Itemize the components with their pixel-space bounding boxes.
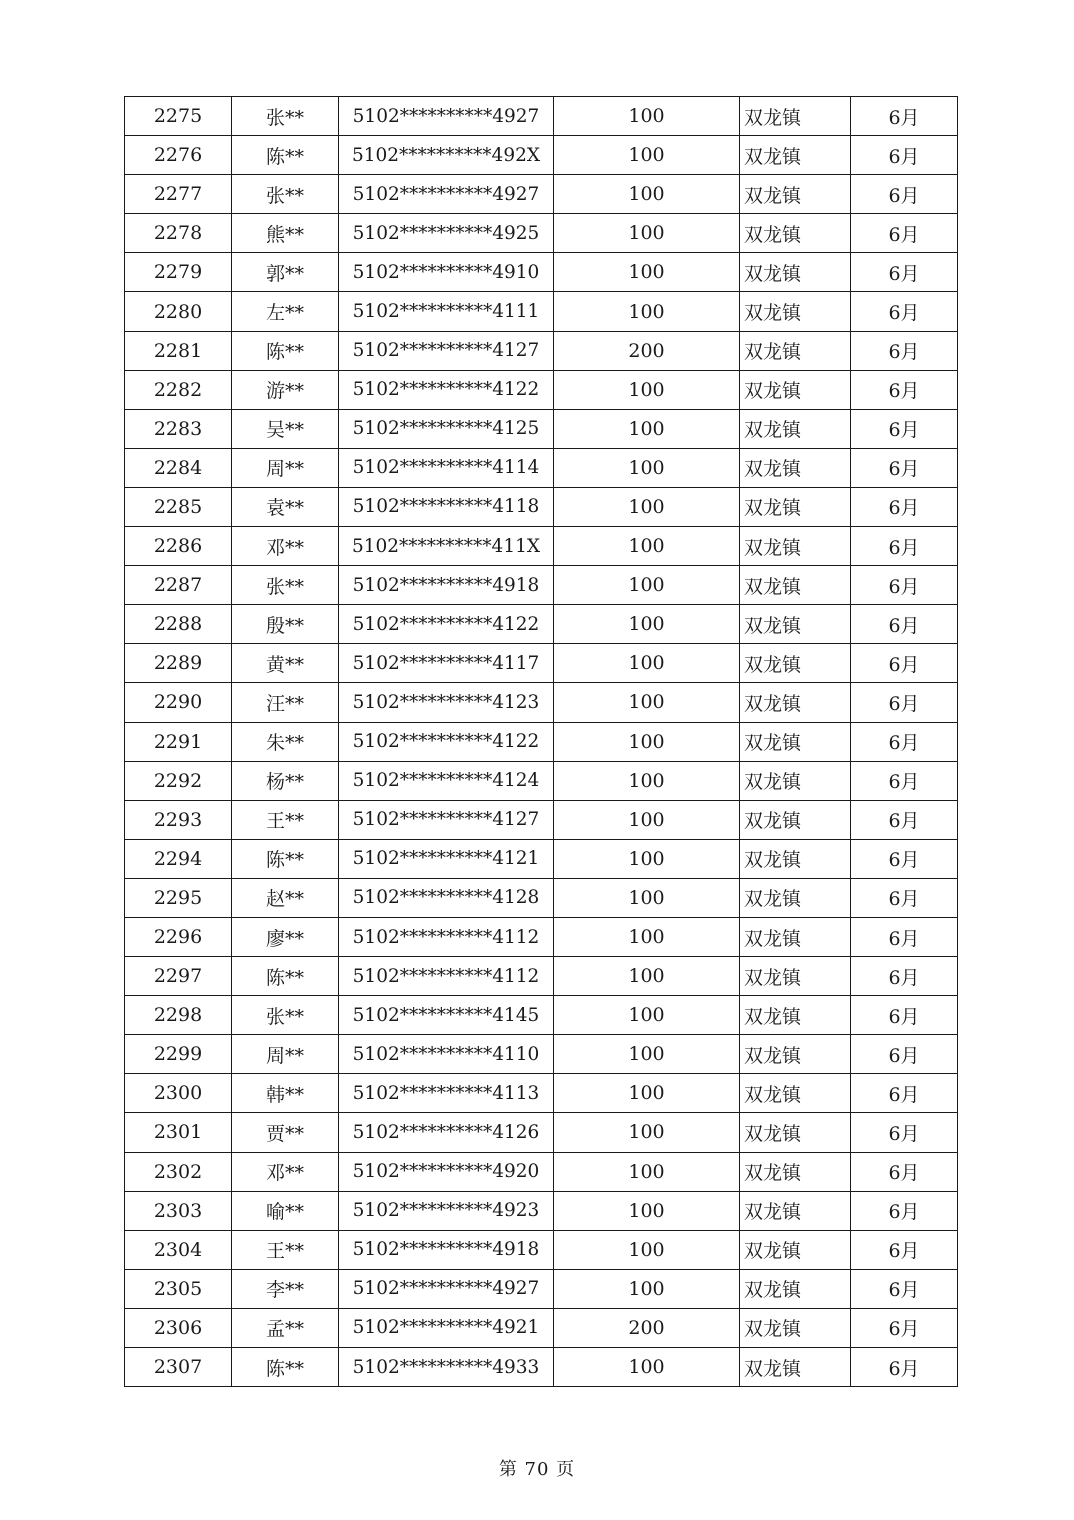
amount-cell: 100: [554, 253, 740, 292]
table-row: [125, 175, 958, 214]
month-cell: 6月: [851, 1113, 958, 1152]
serial-number-cell: 2285: [125, 487, 232, 526]
name-cell: 陈**: [232, 136, 339, 175]
table-row: [125, 1308, 958, 1347]
amount-cell: 100: [554, 487, 740, 526]
id-number-cell: 5102**********4124: [339, 761, 554, 800]
id-number-cell: 5102**********4112: [339, 917, 554, 956]
name-cell: 陈**: [232, 331, 339, 370]
name-cell: 吴**: [232, 409, 339, 448]
amount-cell: 100: [554, 605, 740, 644]
amount-cell: 100: [554, 996, 740, 1035]
town-cell: 双龙镇: [740, 1152, 851, 1191]
name-cell: 王**: [232, 800, 339, 839]
month-cell: 6月: [851, 839, 958, 878]
amount-cell: 100: [554, 409, 740, 448]
name-cell: 张**: [232, 996, 339, 1035]
table-row: [125, 487, 958, 526]
month-cell: 6月: [851, 566, 958, 605]
name-cell: 游**: [232, 370, 339, 409]
name-cell: 陈**: [232, 957, 339, 996]
name-cell: 周**: [232, 1035, 339, 1074]
amount-cell: 200: [554, 1308, 740, 1347]
id-number-cell: 5102**********4126: [339, 1113, 554, 1152]
table-row: [125, 409, 958, 448]
amount-cell: 100: [554, 839, 740, 878]
table-row: [125, 1074, 958, 1113]
serial-number-cell: 2277: [125, 175, 232, 214]
serial-number-cell: 2301: [125, 1113, 232, 1152]
town-cell: 双龙镇: [740, 917, 851, 956]
id-number-cell: 5102**********4918: [339, 1230, 554, 1269]
id-number-cell: 5102**********4114: [339, 448, 554, 487]
month-cell: 6月: [851, 605, 958, 644]
town-cell: 双龙镇: [740, 761, 851, 800]
serial-number-cell: 2283: [125, 409, 232, 448]
table-row: [125, 292, 958, 331]
table-row: [125, 1152, 958, 1191]
amount-cell: 100: [554, 644, 740, 683]
name-cell: 张**: [232, 97, 339, 136]
amount-cell: 100: [554, 1152, 740, 1191]
amount-cell: 100: [554, 1230, 740, 1269]
name-cell: 邓**: [232, 1152, 339, 1191]
month-cell: 6月: [851, 487, 958, 526]
name-cell: 孟**: [232, 1308, 339, 1347]
amount-cell: 100: [554, 448, 740, 487]
town-cell: 双龙镇: [740, 1269, 851, 1308]
town-cell: 双龙镇: [740, 1113, 851, 1152]
serial-number-cell: 2284: [125, 448, 232, 487]
town-cell: 双龙镇: [740, 839, 851, 878]
town-cell: 双龙镇: [740, 136, 851, 175]
table-row: [125, 214, 958, 253]
amount-cell: 100: [554, 878, 740, 917]
table-row: [125, 136, 958, 175]
serial-number-cell: 2293: [125, 800, 232, 839]
id-number-cell: 5102**********492X: [339, 136, 554, 175]
amount-cell: 100: [554, 566, 740, 605]
serial-number-cell: 2304: [125, 1230, 232, 1269]
id-number-cell: 5102**********411X: [339, 527, 554, 566]
table-row: [125, 800, 958, 839]
month-cell: 6月: [851, 1269, 958, 1308]
id-number-cell: 5102**********4112: [339, 957, 554, 996]
serial-number-cell: 2305: [125, 1269, 232, 1308]
amount-cell: 100: [554, 1074, 740, 1113]
table-row: [125, 1035, 958, 1074]
id-number-cell: 5102**********4113: [339, 1074, 554, 1113]
month-cell: 6月: [851, 527, 958, 566]
id-number-cell: 5102**********4918: [339, 566, 554, 605]
town-cell: 双龙镇: [740, 448, 851, 487]
town-cell: 双龙镇: [740, 292, 851, 331]
id-number-cell: 5102**********4927: [339, 175, 554, 214]
amount-cell: 100: [554, 800, 740, 839]
amount-cell: 100: [554, 136, 740, 175]
amount-cell: 100: [554, 722, 740, 761]
amount-cell: 100: [554, 1113, 740, 1152]
month-cell: 6月: [851, 97, 958, 136]
serial-number-cell: 2307: [125, 1348, 232, 1387]
id-number-cell: 5102**********4122: [339, 370, 554, 409]
name-cell: 郭**: [232, 253, 339, 292]
town-cell: 双龙镇: [740, 722, 851, 761]
serial-number-cell: 2292: [125, 761, 232, 800]
month-cell: 6月: [851, 214, 958, 253]
serial-number-cell: 2299: [125, 1035, 232, 1074]
name-cell: 张**: [232, 175, 339, 214]
month-cell: 6月: [851, 409, 958, 448]
id-number-cell: 5102**********4118: [339, 487, 554, 526]
name-cell: 李**: [232, 1269, 339, 1308]
id-number-cell: 5102**********4111: [339, 292, 554, 331]
month-cell: 6月: [851, 1152, 958, 1191]
subsidy-table-body: [125, 97, 958, 1387]
serial-number-cell: 2297: [125, 957, 232, 996]
subsidy-table: [124, 96, 958, 1387]
id-number-cell: 5102**********4927: [339, 1269, 554, 1308]
serial-number-cell: 2278: [125, 214, 232, 253]
id-number-cell: 5102**********4145: [339, 996, 554, 1035]
amount-cell: 100: [554, 683, 740, 722]
name-cell: 熊**: [232, 214, 339, 253]
amount-cell: 100: [554, 1348, 740, 1387]
id-number-cell: 5102**********4117: [339, 644, 554, 683]
serial-number-cell: 2281: [125, 331, 232, 370]
name-cell: 廖**: [232, 917, 339, 956]
serial-number-cell: 2291: [125, 722, 232, 761]
town-cell: 双龙镇: [740, 487, 851, 526]
id-number-cell: 5102**********4920: [339, 1152, 554, 1191]
amount-cell: 100: [554, 527, 740, 566]
amount-cell: 100: [554, 175, 740, 214]
table-row: [125, 917, 958, 956]
month-cell: 6月: [851, 761, 958, 800]
table-row: [125, 761, 958, 800]
amount-cell: 100: [554, 761, 740, 800]
month-cell: 6月: [851, 448, 958, 487]
name-cell: 王**: [232, 1230, 339, 1269]
id-number-cell: 5102**********4933: [339, 1348, 554, 1387]
month-cell: 6月: [851, 292, 958, 331]
table-row: [125, 1113, 958, 1152]
id-number-cell: 5102**********4128: [339, 878, 554, 917]
table-row: [125, 605, 958, 644]
town-cell: 双龙镇: [740, 878, 851, 917]
serial-number-cell: 2288: [125, 605, 232, 644]
serial-number-cell: 2290: [125, 683, 232, 722]
serial-number-cell: 2296: [125, 917, 232, 956]
serial-number-cell: 2295: [125, 878, 232, 917]
table-row: [125, 448, 958, 487]
month-cell: 6月: [851, 331, 958, 370]
name-cell: 贾**: [232, 1113, 339, 1152]
serial-number-cell: 2282: [125, 370, 232, 409]
name-cell: 邓**: [232, 527, 339, 566]
town-cell: 双龙镇: [740, 605, 851, 644]
serial-number-cell: 2298: [125, 996, 232, 1035]
town-cell: 双龙镇: [740, 566, 851, 605]
month-cell: 6月: [851, 136, 958, 175]
id-number-cell: 5102**********4122: [339, 722, 554, 761]
town-cell: 双龙镇: [740, 996, 851, 1035]
table-row: [125, 644, 958, 683]
town-cell: 双龙镇: [740, 175, 851, 214]
table-row: [125, 527, 958, 566]
month-cell: 6月: [851, 996, 958, 1035]
table-row: [125, 1191, 958, 1230]
table-row: [125, 97, 958, 136]
serial-number-cell: 2279: [125, 253, 232, 292]
town-cell: 双龙镇: [740, 214, 851, 253]
table-row: [125, 253, 958, 292]
month-cell: 6月: [851, 1230, 958, 1269]
table-row: [125, 1269, 958, 1308]
month-cell: 6月: [851, 253, 958, 292]
town-cell: 双龙镇: [740, 683, 851, 722]
name-cell: 陈**: [232, 839, 339, 878]
serial-number-cell: 2300: [125, 1074, 232, 1113]
town-cell: 双龙镇: [740, 644, 851, 683]
town-cell: 双龙镇: [740, 253, 851, 292]
town-cell: 双龙镇: [740, 1308, 851, 1347]
town-cell: 双龙镇: [740, 527, 851, 566]
amount-cell: 100: [554, 1269, 740, 1308]
month-cell: 6月: [851, 878, 958, 917]
month-cell: 6月: [851, 917, 958, 956]
table-row: [125, 566, 958, 605]
serial-number-cell: 2280: [125, 292, 232, 331]
town-cell: 双龙镇: [740, 1035, 851, 1074]
table-row: [125, 957, 958, 996]
serial-number-cell: 2306: [125, 1308, 232, 1347]
id-number-cell: 5102**********4923: [339, 1191, 554, 1230]
town-cell: 双龙镇: [740, 331, 851, 370]
name-cell: 赵**: [232, 878, 339, 917]
page-number: 第 70 页: [498, 1459, 576, 1480]
amount-cell: 100: [554, 97, 740, 136]
serial-number-cell: 2289: [125, 644, 232, 683]
amount-cell: 100: [554, 214, 740, 253]
name-cell: 袁**: [232, 487, 339, 526]
month-cell: 6月: [851, 722, 958, 761]
month-cell: 6月: [851, 1074, 958, 1113]
name-cell: 喻**: [232, 1191, 339, 1230]
id-number-cell: 5102**********4110: [339, 1035, 554, 1074]
month-cell: 6月: [851, 800, 958, 839]
town-cell: 双龙镇: [740, 800, 851, 839]
month-cell: 6月: [851, 175, 958, 214]
serial-number-cell: 2276: [125, 136, 232, 175]
serial-number-cell: 2275: [125, 97, 232, 136]
name-cell: 韩**: [232, 1074, 339, 1113]
town-cell: 双龙镇: [740, 370, 851, 409]
id-number-cell: 5102**********4122: [339, 605, 554, 644]
id-number-cell: 5102**********4125: [339, 409, 554, 448]
amount-cell: 100: [554, 370, 740, 409]
month-cell: 6月: [851, 1191, 958, 1230]
town-cell: 双龙镇: [740, 1348, 851, 1387]
amount-cell: 100: [554, 917, 740, 956]
name-cell: 朱**: [232, 722, 339, 761]
id-number-cell: 5102**********4925: [339, 214, 554, 253]
amount-cell: 200: [554, 331, 740, 370]
name-cell: 殷**: [232, 605, 339, 644]
table-row: [125, 996, 958, 1035]
serial-number-cell: 2287: [125, 566, 232, 605]
town-cell: 双龙镇: [740, 1230, 851, 1269]
town-cell: 双龙镇: [740, 1074, 851, 1113]
id-number-cell: 5102**********4127: [339, 800, 554, 839]
month-cell: 6月: [851, 1308, 958, 1347]
name-cell: 汪**: [232, 683, 339, 722]
serial-number-cell: 2303: [125, 1191, 232, 1230]
serial-number-cell: 2302: [125, 1152, 232, 1191]
table-row: [125, 722, 958, 761]
table-row: [125, 370, 958, 409]
name-cell: 黄**: [232, 644, 339, 683]
table-row: [125, 878, 958, 917]
town-cell: 双龙镇: [740, 97, 851, 136]
table-row: [125, 839, 958, 878]
month-cell: 6月: [851, 370, 958, 409]
town-cell: 双龙镇: [740, 957, 851, 996]
amount-cell: 100: [554, 292, 740, 331]
name-cell: 张**: [232, 566, 339, 605]
month-cell: 6月: [851, 644, 958, 683]
month-cell: 6月: [851, 957, 958, 996]
table-row: [125, 683, 958, 722]
name-cell: 陈**: [232, 1348, 339, 1387]
town-cell: 双龙镇: [740, 1191, 851, 1230]
id-number-cell: 5102**********4127: [339, 331, 554, 370]
amount-cell: 100: [554, 1191, 740, 1230]
id-number-cell: 5102**********4910: [339, 253, 554, 292]
amount-cell: 100: [554, 957, 740, 996]
table-row: [125, 1348, 958, 1387]
id-number-cell: 5102**********4121: [339, 839, 554, 878]
name-cell: 左**: [232, 292, 339, 331]
table-row: [125, 331, 958, 370]
table-row: [125, 1230, 958, 1269]
month-cell: 6月: [851, 1348, 958, 1387]
serial-number-cell: 2294: [125, 839, 232, 878]
id-number-cell: 5102**********4123: [339, 683, 554, 722]
name-cell: 周**: [232, 448, 339, 487]
amount-cell: 100: [554, 1035, 740, 1074]
town-cell: 双龙镇: [740, 409, 851, 448]
serial-number-cell: 2286: [125, 527, 232, 566]
month-cell: 6月: [851, 1035, 958, 1074]
id-number-cell: 5102**********4927: [339, 97, 554, 136]
month-cell: 6月: [851, 683, 958, 722]
id-number-cell: 5102**********4921: [339, 1308, 554, 1347]
name-cell: 杨**: [232, 761, 339, 800]
